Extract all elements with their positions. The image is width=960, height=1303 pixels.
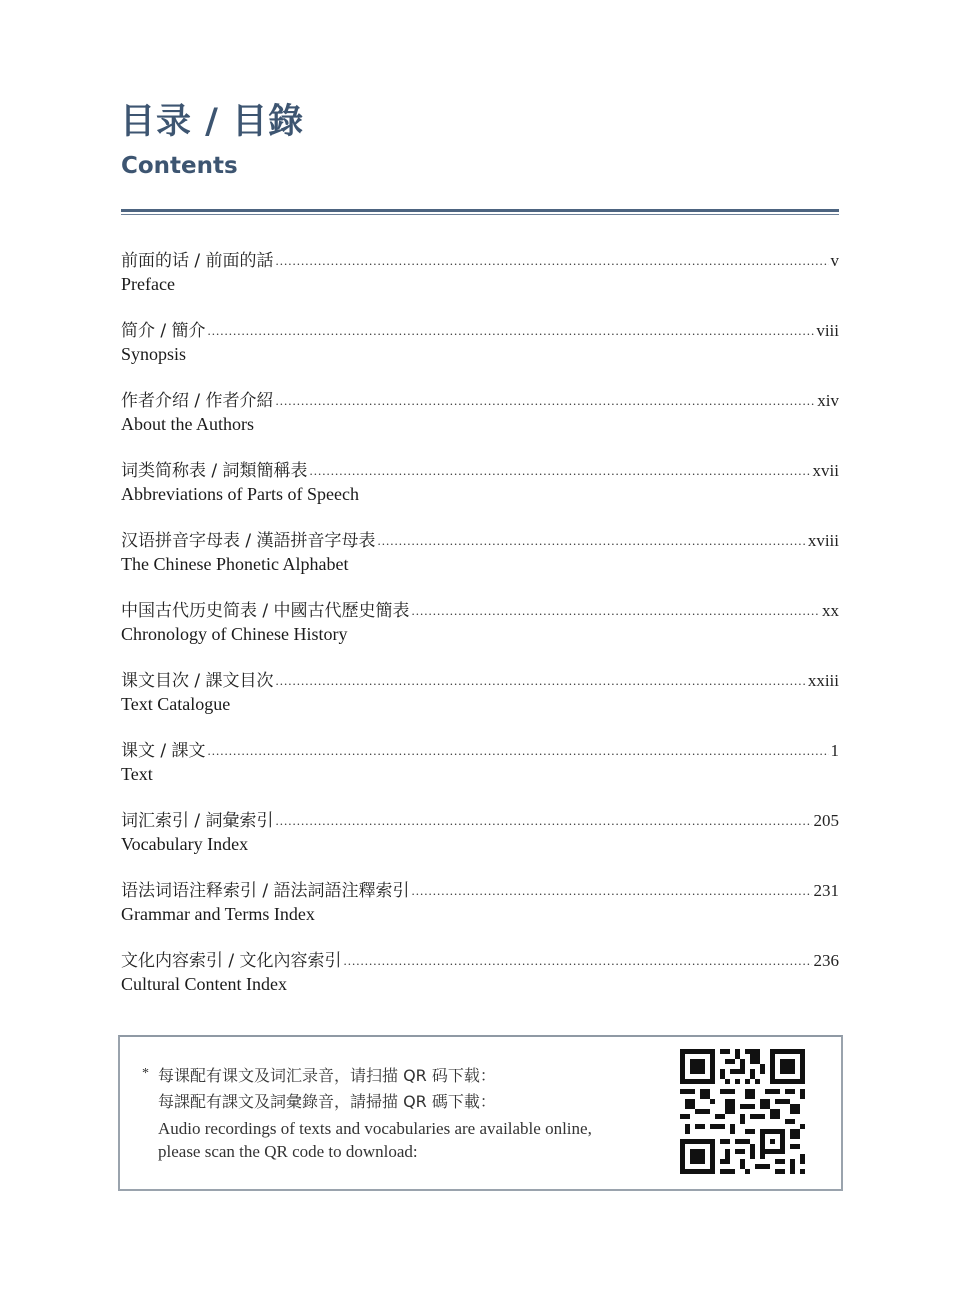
note-line-english-1: Audio recordings of texts and vocabularies are available online,	[158, 1119, 592, 1138]
toc-entry-page: v	[830, 251, 839, 270]
title-divider-thin	[121, 214, 839, 215]
toc-entry-page: 231	[813, 881, 839, 900]
dot-leader	[208, 738, 829, 763]
toc-entry-page: xiv	[817, 391, 839, 410]
asterisk-marker: *	[142, 1066, 149, 1081]
dot-leader	[344, 948, 812, 973]
dot-leader	[208, 318, 815, 343]
dot-leader	[310, 458, 811, 483]
toc-entry-title-en: Text Catalogue	[121, 694, 231, 714]
toc-entry-title-en: About the Authors	[121, 414, 254, 434]
toc-entry-title-zh: 前面的话 / 前面的話	[121, 251, 274, 271]
dot-leader	[276, 668, 806, 693]
toc-entry-chronology[interactable]	[121, 598, 839, 668]
toc-entry-page: xviii	[807, 531, 839, 550]
note-line-english-2: please scan the QR code to download:	[158, 1142, 418, 1161]
toc-entry-title-zh: 汉语拼音字母表 / 漢語拼音字母表	[121, 531, 376, 551]
dot-leader	[276, 388, 816, 413]
toc-entry-title-zh: 作者介绍 / 作者介紹	[121, 391, 274, 411]
note-text	[142, 1063, 662, 1163]
toc-entry-vocabulary-index[interactable]	[121, 808, 839, 878]
toc-entry-abbreviations[interactable]	[121, 458, 839, 528]
toc-entry-page: 1	[830, 741, 839, 760]
toc-entry-title-en: Chronology of Chinese History	[121, 624, 348, 644]
toc-entry-text-catalogue[interactable]	[121, 668, 839, 738]
toc-entry-title-zh: 中国古代历史简表 / 中國古代歷史簡表	[121, 601, 410, 621]
dot-leader	[412, 878, 812, 903]
toc-entry-title-en: Synopsis	[121, 344, 187, 364]
toc-entry-title-en: The Chinese Phonetic Alphabet	[121, 554, 349, 574]
toc-entry-title-zh: 课文 / 課文	[121, 741, 206, 761]
toc-entry-title-en: Abbreviations of Parts of Speech	[121, 484, 359, 504]
toc-entry-title-zh: 语法词语注释索引 / 語法詞語注釋索引	[121, 881, 410, 901]
toc-entry-title-en: Vocabulary Index	[121, 834, 249, 854]
toc-entry-page: 205	[813, 811, 839, 830]
dot-leader	[412, 598, 820, 623]
toc-entry-text[interactable]	[121, 738, 839, 808]
toc-entry-preface[interactable]	[121, 248, 839, 318]
toc-entry-title-zh: 词类简称表 / 詞類簡稱表	[121, 461, 308, 481]
qr-code-icon[interactable]	[680, 1049, 805, 1174]
note-line-traditional: 每課配有課文及詞彙錄音，請掃描 QR 碼下載：	[158, 1092, 496, 1111]
dot-leader	[276, 808, 812, 833]
toc-entry-page: xvii	[812, 461, 839, 480]
toc-entry-grammar-index[interactable]	[121, 878, 839, 948]
toc-entry-page: xxiii	[807, 671, 839, 690]
toc-entry-title-en: Text	[121, 764, 153, 784]
toc-entry-cultural-index[interactable]	[121, 948, 839, 1018]
toc-entry-page: 236	[813, 951, 839, 970]
title-divider-thick	[121, 209, 839, 212]
toc-entry-title-zh: 简介 / 簡介	[121, 321, 206, 341]
page-title-english: Contents	[121, 153, 238, 179]
table-of-contents	[121, 248, 839, 1018]
toc-entry-page: xx	[822, 601, 839, 620]
page-title-chinese: 目录 / 目錄	[120, 102, 305, 142]
dot-leader	[378, 528, 806, 553]
toc-entry-title-zh: 文化内容索引 / 文化內容索引	[121, 951, 342, 971]
note-line-simplified: 每课配有课文及词汇录音，请扫描 QR 码下载：	[158, 1066, 496, 1085]
toc-entry-title-zh: 课文目次 / 課文目次	[121, 671, 274, 691]
toc-entry-title-en: Cultural Content Index	[121, 974, 287, 994]
toc-entry-page: viii	[816, 321, 839, 340]
toc-entry-title-zh: 词汇索引 / 詞彙索引	[121, 811, 274, 831]
audio-download-note	[118, 1035, 843, 1191]
toc-entry-title-en: Grammar and Terms Index	[121, 904, 315, 924]
toc-entry-about-authors[interactable]	[121, 388, 839, 458]
toc-entry-phonetic-alphabet[interactable]	[121, 528, 839, 598]
toc-entry-synopsis[interactable]	[121, 318, 839, 388]
toc-entry-title-en: Preface	[121, 274, 175, 294]
dot-leader	[276, 248, 829, 273]
